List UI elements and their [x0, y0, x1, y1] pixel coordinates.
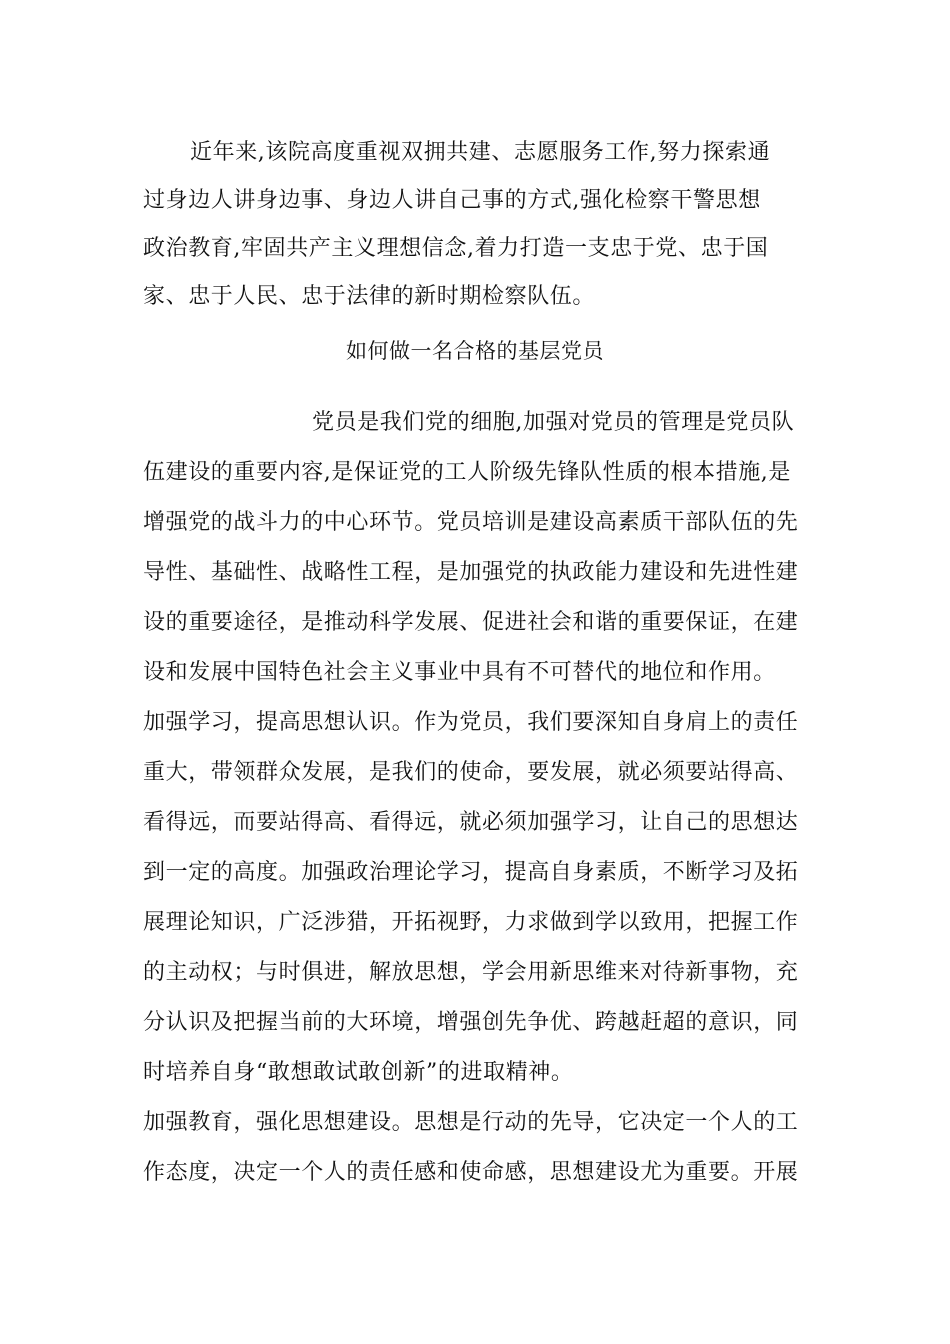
text-line: 增强党的战斗力的中心环节。党员培训是建设高素质干部队伍的先 [143, 510, 799, 535]
text-line: 重大，带领群众发展，是我们的使命，要发展，就必须要站得高、 [143, 760, 799, 785]
section-title: 如何做一名合格的基层党员 [346, 339, 604, 363]
text-line: 作态度，决定一个人的责任感和使命感，思想建设尤为重要。开展 [143, 1160, 799, 1185]
text-line: 过身边人讲身边事、身边人讲自己事的方式,强化检察干警思想 [143, 188, 761, 213]
text-line: 伍建设的重要内容,是保证党的工人阶级先锋队性质的根本措施,是 [143, 460, 791, 485]
text-line: 政治教育,牢固共产主义理想信念,着力打造一支忠于党、忠于国 [143, 236, 769, 261]
text-line: 分认识及把握当前的大环境，增强创先争优、跨越赶超的意识，同 [143, 1010, 799, 1035]
text-line: 设和发展中国特色社会主义事业中具有不可替代的地位和作用。 [143, 660, 776, 685]
text-line: 家、忠于人民、忠于法律的新时期检察队伍。 [143, 284, 596, 309]
text-line: 设的重要途径，是推动科学发展、促进社会和谐的重要保证，在建 [143, 610, 799, 635]
text-line: 加强学习，提高思想认识。作为党员，我们要深知自身肩上的责任 [143, 710, 799, 735]
text-line: 的主动权；与时俱进，解放思想，学会用新思维来对待新事物，充 [143, 960, 799, 985]
text-line: 加强教育，强化思想建设。思想是行动的先导，它决定一个人的工 [143, 1110, 799, 1135]
text-line: 党员是我们党的细胞,加强对党员的管理是党员队 [312, 410, 795, 435]
text-line: 展理论知识，广泛涉猎，开拓视野，力求做到学以致用，把握工作 [143, 910, 799, 935]
text-line: 看得远，而要站得高、看得远，就必须加强学习，让自己的思想达 [143, 810, 799, 835]
text-line: 时培养自身“敢想敢试敢创新”的进取精神。 [143, 1060, 574, 1085]
text-line: 到一定的高度。加强政治理论学习，提高自身素质，不断学习及拓 [143, 860, 799, 885]
text-line: 近年来,该院高度重视双拥共建、志愿服务工作,努力探索通 [190, 140, 771, 165]
text-line: 导性、基础性、战略性工程，是加强党的执政能力建设和先进性建 [143, 560, 799, 585]
